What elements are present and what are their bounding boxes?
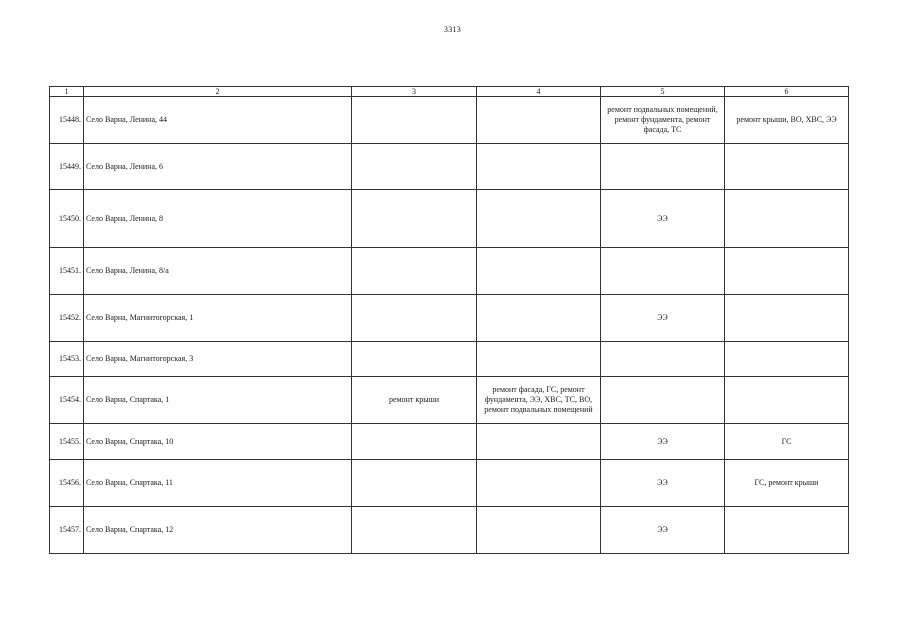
table-row	[50, 190, 849, 248]
column-header: 2	[84, 87, 352, 97]
column-3-cell	[352, 248, 477, 295]
column-3-cell	[352, 97, 477, 144]
table-row	[50, 144, 849, 190]
column-5-cell	[601, 342, 725, 377]
address-cell: Село Варна, Ленина, 8/а	[84, 248, 352, 295]
column-6-cell	[725, 295, 849, 342]
column-4-cell	[477, 342, 601, 377]
row-number-cell: 15454.	[50, 377, 84, 424]
address-cell: Село Варна, Спартака, 12	[84, 507, 352, 554]
row-number-cell: 15456.	[50, 460, 84, 507]
column-4-cell	[477, 460, 601, 507]
column-header: 4	[477, 87, 601, 97]
table-row	[50, 248, 849, 295]
column-6-cell	[725, 507, 849, 554]
row-number-cell: 15457.	[50, 507, 84, 554]
column-5-cell	[601, 377, 725, 424]
column-3-cell: ремонт крыши	[352, 377, 477, 424]
column-5-cell: ЭЭ	[601, 424, 725, 460]
column-5-cell: ЭЭ	[601, 460, 725, 507]
table-row	[50, 295, 849, 342]
column-4-cell	[477, 507, 601, 554]
address-cell: Село Варна, Магнитогорская, 3	[84, 342, 352, 377]
column-4-cell	[477, 248, 601, 295]
table-row	[50, 424, 849, 460]
table-row	[50, 97, 849, 144]
column-6-cell: ГС, ремонт крыши	[725, 460, 849, 507]
column-6-cell	[725, 144, 849, 190]
row-number-cell: 15453.	[50, 342, 84, 377]
address-cell: Село Варна, Ленина, 6	[84, 144, 352, 190]
column-6-cell	[725, 342, 849, 377]
table-row	[50, 342, 849, 377]
column-4-cell	[477, 97, 601, 144]
address-cell: Село Варна, Спартака, 10	[84, 424, 352, 460]
column-4-cell	[477, 424, 601, 460]
column-6-cell	[725, 377, 849, 424]
column-3-cell	[352, 342, 477, 377]
column-3-cell	[352, 460, 477, 507]
column-4-cell	[477, 295, 601, 342]
row-number-cell: 15450.	[50, 190, 84, 248]
column-4-cell: ремонт фасада, ГС, ремонт фундамента, ЭЭ, ХВС, ТС, ВО, ремонт подвальных помещений	[477, 377, 601, 424]
address-cell: Село Варна, Ленина, 8	[84, 190, 352, 248]
address-cell: Село Варна, Магнитогорская, 1	[84, 295, 352, 342]
column-3-cell	[352, 507, 477, 554]
column-header: 5	[601, 87, 725, 97]
header-row	[50, 87, 849, 97]
column-6-cell	[725, 190, 849, 248]
table-row	[50, 377, 849, 424]
data-table	[49, 86, 849, 554]
table-row	[50, 460, 849, 507]
column-4-cell	[477, 144, 601, 190]
column-4-cell	[477, 190, 601, 248]
column-5-cell: ЭЭ	[601, 507, 725, 554]
address-cell: Село Варна, Спартака, 11	[84, 460, 352, 507]
row-number-cell: 15448.	[50, 97, 84, 144]
row-number-cell: 15452.	[50, 295, 84, 342]
row-number-cell: 15455.	[50, 424, 84, 460]
column-3-cell	[352, 295, 477, 342]
column-3-cell	[352, 424, 477, 460]
column-5-cell	[601, 248, 725, 295]
column-6-cell	[725, 248, 849, 295]
column-5-cell	[601, 144, 725, 190]
address-cell: Село Варна, Ленина, 44	[84, 97, 352, 144]
row-number-cell: 15451.	[50, 248, 84, 295]
table-row	[50, 507, 849, 554]
address-cell: Село Варна, Спартака, 1	[84, 377, 352, 424]
column-header: 3	[352, 87, 477, 97]
page-number: 3313	[443, 25, 462, 34]
row-number-cell: 15449.	[50, 144, 84, 190]
column-header: 1	[50, 87, 84, 97]
column-5-cell: ЭЭ	[601, 190, 725, 248]
column-5-cell: ЭЭ	[601, 295, 725, 342]
column-5-cell: ремонт подвальных помещений, ремонт фундамента, ремонт фасада, ТС	[601, 97, 725, 144]
column-3-cell	[352, 144, 477, 190]
column-6-cell: ГС	[725, 424, 849, 460]
column-3-cell	[352, 190, 477, 248]
column-6-cell: ремонт крыши, ВО, ХВС, ЭЭ	[725, 97, 849, 144]
column-header: 6	[725, 87, 849, 97]
